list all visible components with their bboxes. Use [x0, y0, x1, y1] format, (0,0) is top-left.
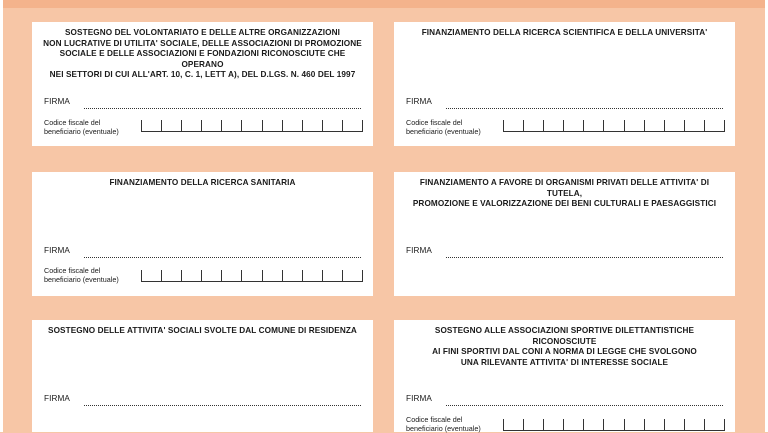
- firma-signature-line[interactable]: [84, 108, 361, 109]
- box-title: FINANZIAMENTO DELLA RICERCA SCIENTIFICA E DELLA UNIVERSITA': [421, 28, 708, 37]
- box-ricerca-scientifica: [394, 22, 735, 146]
- firma-signature-line[interactable]: [84, 257, 361, 258]
- box-title: SOSTEGNO DELLE ATTIVITA' SOCIALI SVOLTE DAL COMUNE DI RESIDENZA: [48, 326, 357, 335]
- codice-fiscale-input[interactable]: [141, 270, 363, 282]
- box-title: FINANZIAMENTO A FAVORE DI ORGANISMI PRIVATI DELLE ATTIVITA' DI TUTELA, PROMOZIONE E VALORIZZAZIONE DEI BENI CULTURALI E PAESAGGISTICI: [412, 178, 717, 208]
- box-comune-residenza: [32, 320, 373, 432]
- firma-signature-line[interactable]: [446, 405, 723, 406]
- codice-fiscale-input[interactable]: [503, 120, 725, 132]
- box-title: SOSTEGNO ALLE ASSOCIAZIONI SPORTIVE DILETTANTISTICHE RICONOSCIUTE AI FINI SPORTIVI DAL CONI A NORMA DI LEGGE CHE SVOLGONO UNA RILEVANTE ATTIVITA' DI INTERESSE SOCIALE: [432, 326, 697, 367]
- firma-signature-line[interactable]: [446, 257, 723, 258]
- box-ricerca-sanitaria: [32, 172, 373, 296]
- firma-label: FIRMA: [44, 394, 70, 403]
- page-edge-left: [0, 0, 3, 432]
- top-strip: [0, 0, 768, 8]
- codice-fiscale-label: Codice fiscale del beneficiario (eventuale): [44, 266, 119, 284]
- codice-fiscale-label: Codice fiscale del beneficiario (eventuale): [406, 118, 481, 136]
- codice-fiscale-label: Codice fiscale del beneficiario (eventuale): [44, 118, 119, 136]
- box-volontariato: [32, 22, 373, 146]
- box-beni-culturali: [394, 172, 735, 296]
- firma-label: FIRMA: [44, 97, 70, 106]
- box-associazioni-sportive: [394, 320, 735, 432]
- firma-label: FIRMA: [406, 97, 432, 106]
- box-title: FINANZIAMENTO DELLA RICERCA SANITARIA: [109, 178, 296, 187]
- firma-signature-line[interactable]: [84, 405, 361, 406]
- box-title: SOSTEGNO DEL VOLONTARIATO E DELLE ALTRE ORGANIZZAZIONI NON LUCRATIVE DI UTILITA' SOCIALE, DELLE ASSOCIAZIONI DI PROMOZIONE SOCIALE E DELLE ASSOCIAZIONI E FONDAZIONI RICONOSCIUTE CHE OPERANO NEI SETTORI DI CUI ALL'ART. 10, C. 1, LETT A), DEL D.LGS. N. 460 DEL 1997: [43, 28, 362, 79]
- firma-label: FIRMA: [406, 394, 432, 403]
- codice-fiscale-input[interactable]: [141, 120, 363, 132]
- firma-label: FIRMA: [44, 246, 70, 255]
- firma-signature-line[interactable]: [446, 108, 723, 109]
- codice-fiscale-label: Codice fiscale del beneficiario (eventuale): [406, 415, 481, 433]
- codice-fiscale-input[interactable]: [503, 419, 725, 431]
- firma-label: FIRMA: [406, 246, 432, 255]
